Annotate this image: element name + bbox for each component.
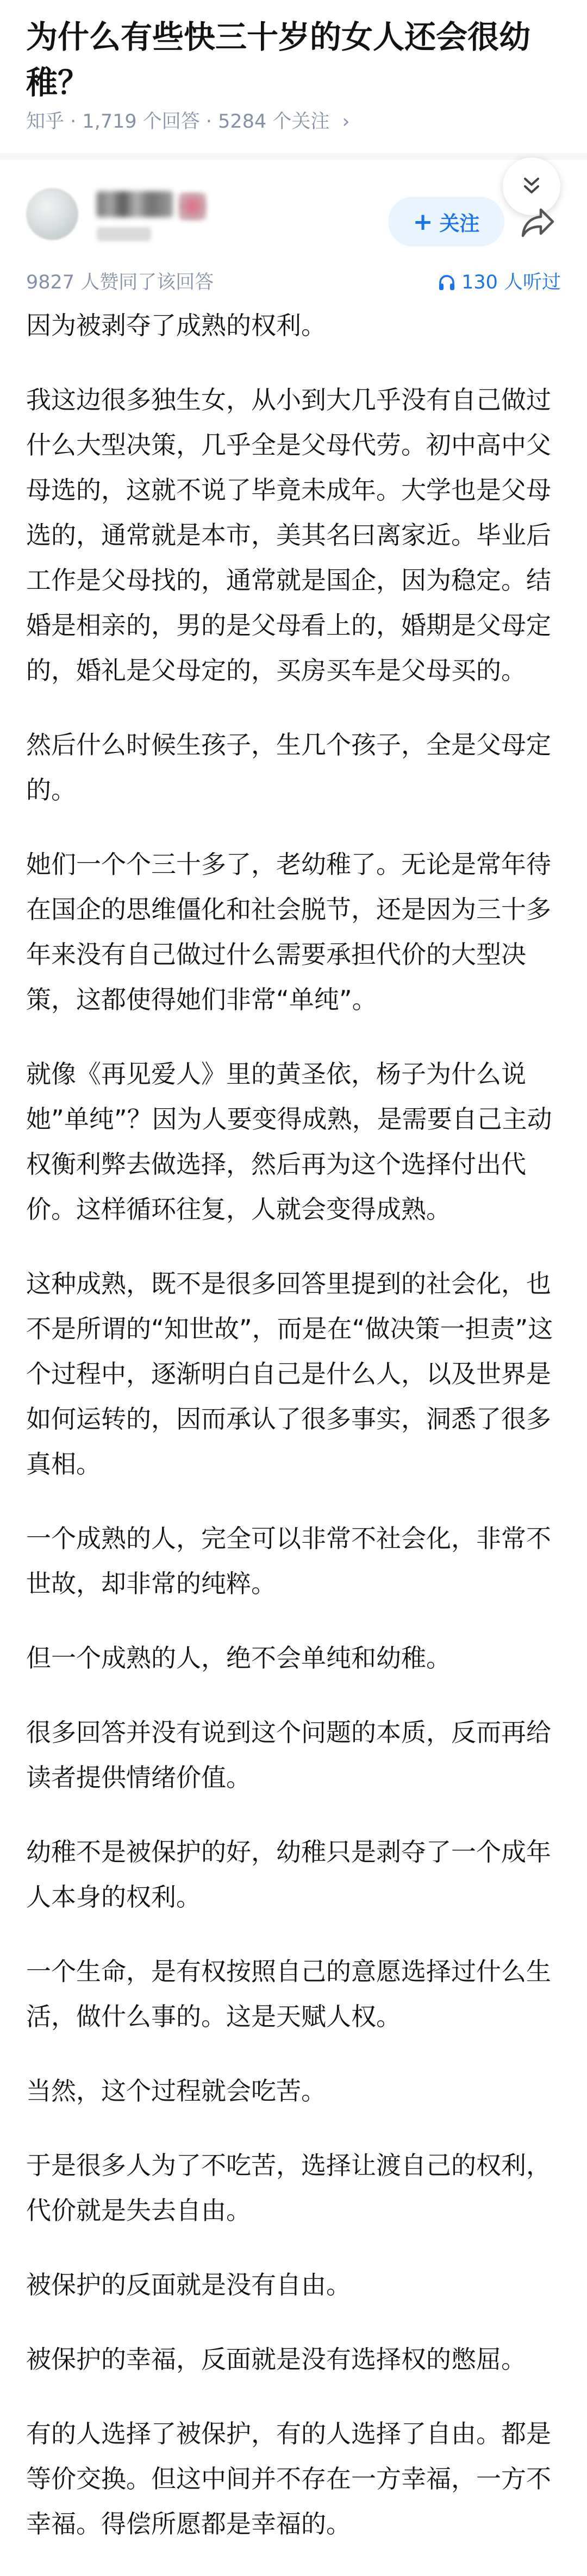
vote-count: 9827 人赞同了该回答: [26, 272, 214, 293]
answer-paragraph: 因为被剥夺了成熟的权利。: [26, 311, 326, 340]
author-bio: [97, 227, 151, 241]
author-name[interactable]: [97, 191, 173, 217]
listen-count[interactable]: [438, 266, 561, 299]
listen-label: 130 人听过: [461, 272, 561, 293]
section-divider: [0, 153, 587, 160]
share-icon: [520, 206, 556, 239]
question-title[interactable]: 为什么有些快三十岁的女人还会很幼稚？: [26, 18, 531, 101]
answer-count: 1,719 个回答: [82, 111, 200, 133]
answer-paragraph: 一个成熟的人，完全可以非常不社会化，非常不世故，却非常的纯粹。: [26, 1524, 551, 1598]
answer-paragraph: 她们一个个三十多了，老幼稚了。无论是常年待在国企的思维僵化和社会脱节，还是因为三十多年来没有自己做过什么需要承担代价的大型决策，这都使得她们非常“单纯”。: [26, 850, 551, 1014]
avatar[interactable]: [26, 188, 78, 240]
answer-paragraph: 幼稚不是被保护的好，幼稚只是剥夺了一个成年人本身的权利。: [26, 1837, 551, 1912]
share-button[interactable]: [515, 201, 561, 244]
chevron-right-icon: ›: [342, 111, 350, 133]
answer-content: [26, 303, 564, 2576]
answer-paragraph: 被保护的反面就是没有自由。: [26, 2270, 351, 2299]
answer-paragraph: 一个生命，是有权按照自己的意愿选择过什么生活，做什么事的。这是天赋人权。: [26, 1957, 551, 2031]
source-label: 知乎: [26, 111, 65, 133]
follower-count: 5284 个关注: [218, 111, 330, 133]
double-chevron-down-icon: [521, 174, 542, 198]
answer-paragraph: 当然，这个过程就会吃苦。: [26, 2076, 326, 2106]
plus-icon: +: [413, 208, 433, 236]
answer-paragraph: 有的人选择了被保护，有的人选择了自由。都是等价交换。但这中间并不存在一方幸福，一方不幸福。得偿所愿都是幸福的。: [26, 2419, 551, 2539]
answer-paragraph: 于是很多人为了不吃苦，选择让渡自己的权利，代价就是失去自由。: [26, 2151, 551, 2225]
answer-paragraph: 被保护的幸福，反面就是没有选择权的憋屈。: [26, 2345, 526, 2374]
follow-label: 关注: [439, 212, 480, 235]
answer-paragraph: 就像《再见爱人》里的黄圣依，杨子为什么说她”单纯”？因为人要变得成熟，是需要自己主动权衡利弊去做选择，然后再为这个选择付出代价。这样循环往复，人就会变得成熟。: [26, 1059, 552, 1224]
answer-paragraph: 这种成熟，既不是很多回答里提到的社会化，也不是所谓的“知世故”，而是在“做决策一担责”这个过程中，逐渐明白自己是什么人，以及世界是如何运转的，因而承认了很多事实，洞悉了很多真相。: [26, 1269, 553, 1479]
follow-button[interactable]: [388, 197, 504, 247]
answer-paragraph: 我这边很多独生女，从小到大几乎没有自己做过什么大型决策，几乎全是父母代劳。初中高中父母选的，这就不说了毕竟未成年。大学也是父母选的，通常就是本市，美其名曰离家近。毕业后工作是父母找的，通常就是国企，因为稳定。结婚是相亲的，男的是父母看上的，婚期是父母定的，婚礼是父母定的，买房买车是父母买的。: [26, 385, 551, 685]
headphones-icon: [438, 273, 456, 292]
answer-paragraph: 很多回答并没有说到这个问题的本质，反而再给读者提供情绪价值。: [26, 1718, 551, 1792]
question-meta[interactable]: 知乎 · 1,719 个回答 · 5284 个关注 ›: [26, 111, 350, 133]
answer-paragraph: 但一个成熟的人，绝不会单纯和幼稚。: [26, 1643, 451, 1673]
answer-paragraph: 然后什么时候生孩子，生几个孩子，全是父母定的。: [26, 730, 551, 805]
author-badge: [178, 192, 207, 221]
